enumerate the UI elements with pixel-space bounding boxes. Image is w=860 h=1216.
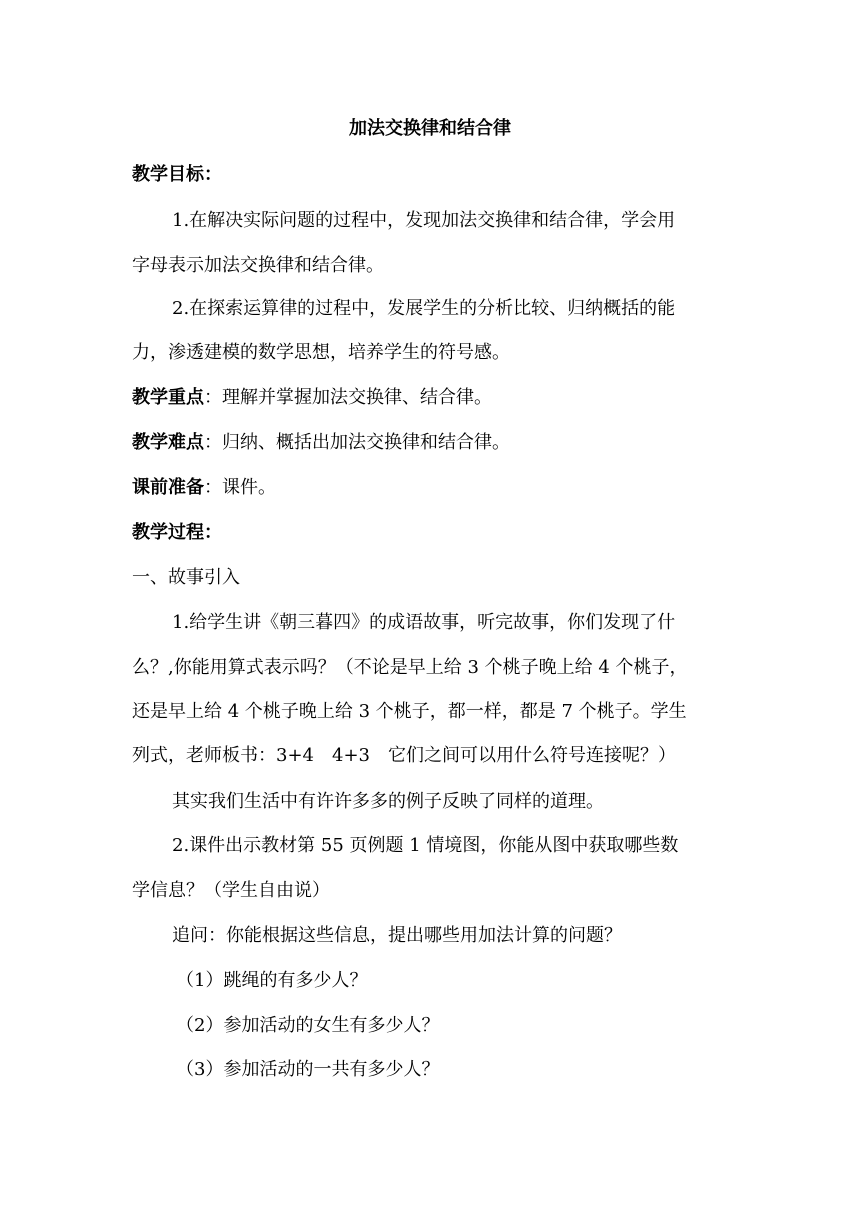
question-3: （3）参加活动的一共有多少人？ xyxy=(176,1059,440,1080)
objective-1-line-1: 1.在解决实际问题的过程中，发现加法交换律和结合律，学会用 xyxy=(172,210,676,231)
paragraph-1-line-1: 1.给学生讲《朝三暮四》的成语故事，听完故事，你们发现了什 xyxy=(172,612,676,633)
key-point-text: ：理解并掌握加法交换律、结合律。 xyxy=(204,387,492,408)
process-heading: 教学过程： xyxy=(132,522,222,543)
objective-2-line-2: 力，渗透建模的数学思想，培养学生的符号感。 xyxy=(132,342,510,363)
paragraph-1-line-3: 还是早上给 4 个桃子晚上给 3 个桃子，都一样，都是 7 个桃子。学生 xyxy=(132,701,687,722)
question-1: （1）跳绳的有多少人？ xyxy=(176,970,368,991)
paragraph-3-line-1: 2.课件出示教材第 55 页例题 1 情境图，你能从图中获取哪些数 xyxy=(172,835,679,856)
difficulty-label: 教学难点 xyxy=(132,432,204,453)
question-2: （2）参加活动的女生有多少人？ xyxy=(176,1015,440,1036)
objectives-heading: 教学目标： xyxy=(132,164,222,185)
key-point-paragraph xyxy=(132,387,492,409)
difficulty-text: ：归纳、概括出加法交换律和结合律。 xyxy=(204,432,510,453)
document-title: 加法交换律和结合律 xyxy=(349,118,511,139)
paragraph-1-line-4: 列式，老师板书：3+4 4+3 它们之间可以用什么符号连接呢？） xyxy=(132,745,676,766)
preparation-paragraph xyxy=(132,477,276,499)
objective-2-line-1: 2.在探索运算律的过程中，发展学生的分析比较、归纳概括的能 xyxy=(172,298,676,319)
paragraph-3-line-2: 学信息？（学生自由说） xyxy=(132,880,330,901)
preparation-text: ：课件。 xyxy=(204,477,276,498)
difficulty-paragraph xyxy=(132,432,510,454)
key-point-label: 教学重点 xyxy=(132,387,204,408)
paragraph-1-line-2: 么？,你能用算式表示吗？（不论是早上给 3 个桃子晚上给 4 个桃子， xyxy=(132,657,688,678)
preparation-label: 课前准备 xyxy=(132,477,204,498)
objective-1-line-2: 字母表示加法交换律和结合律。 xyxy=(132,255,384,276)
paragraph-4: 追问：你能根据这些信息，提出哪些用加法计算的问题？ xyxy=(172,925,622,946)
paragraph-2: 其实我们生活中有许许多多的例子反映了同样的道理。 xyxy=(172,791,604,812)
section-1-heading: 一、故事引入 xyxy=(132,567,240,588)
